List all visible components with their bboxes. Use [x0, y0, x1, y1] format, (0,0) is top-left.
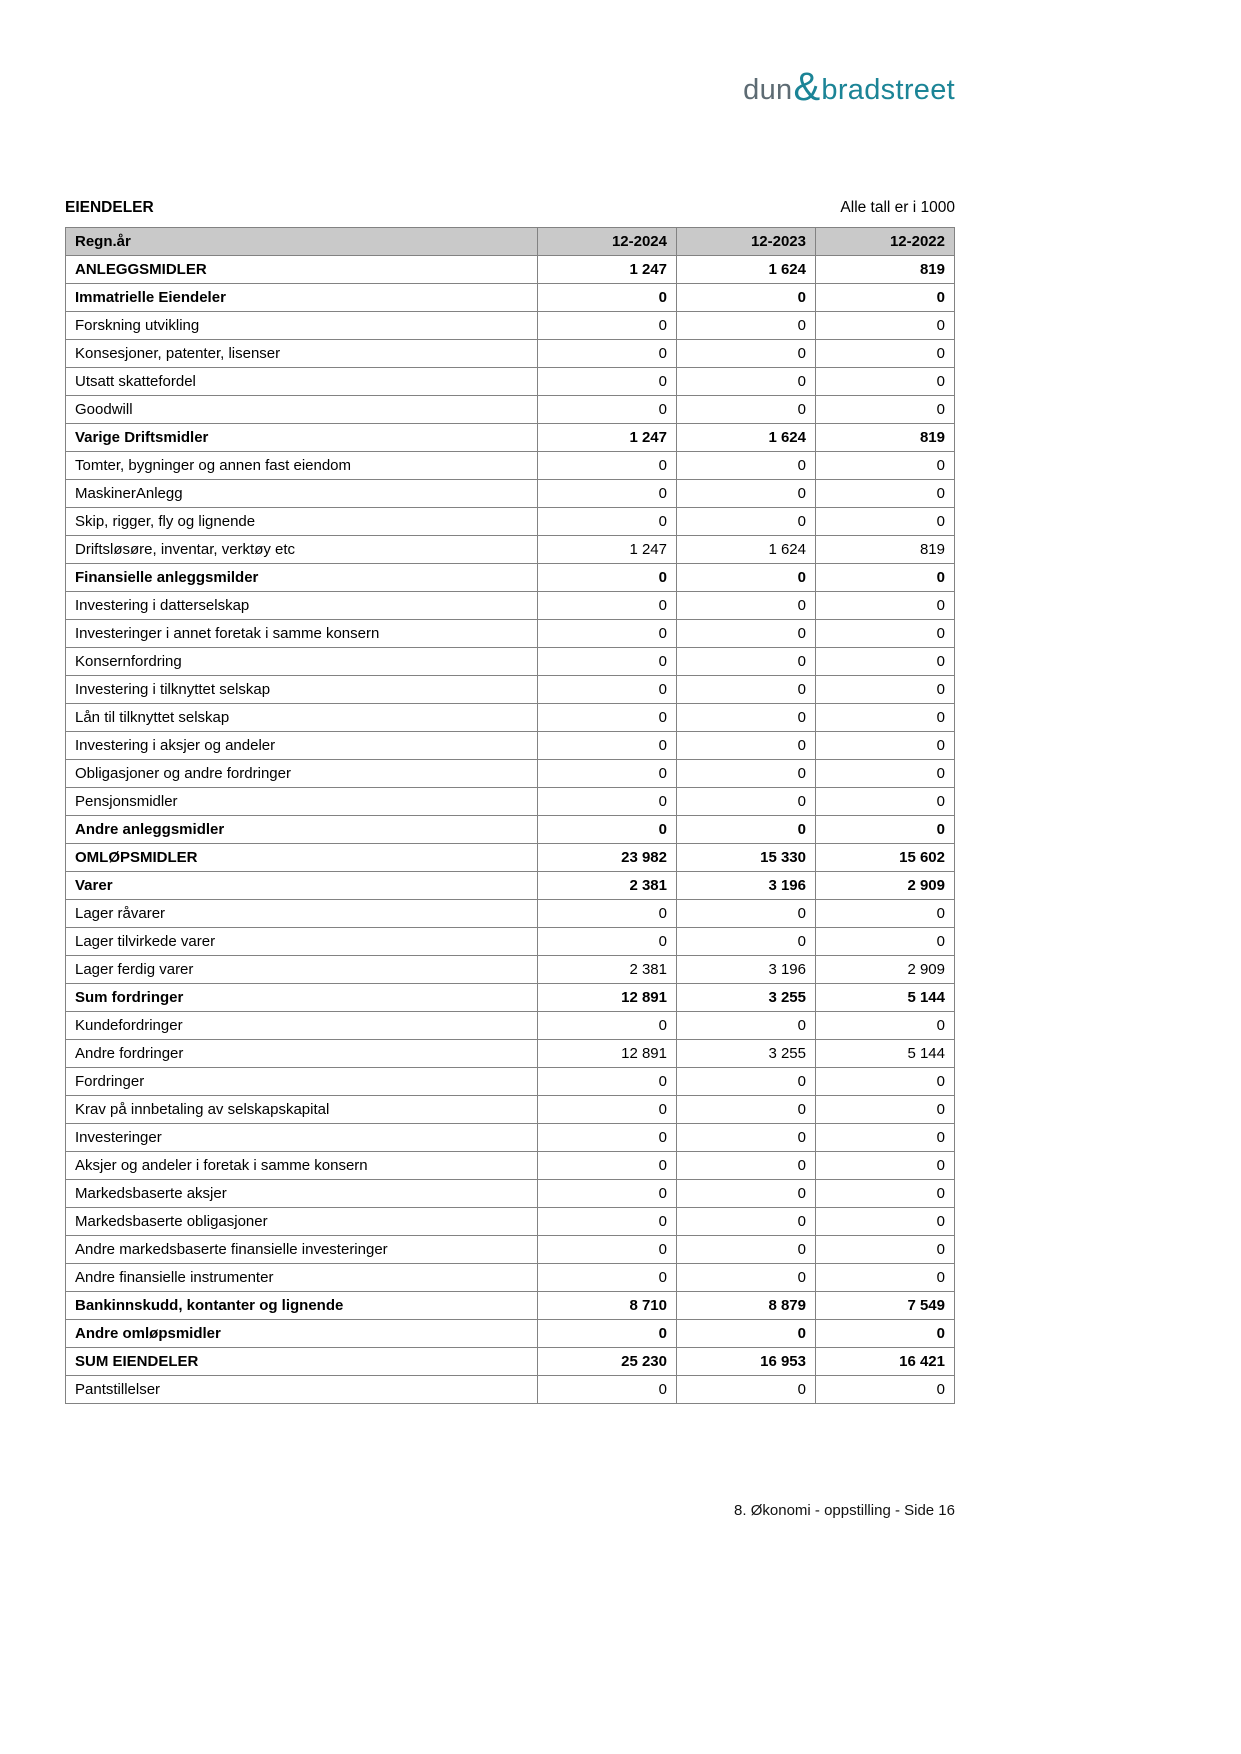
row-value: 0	[816, 508, 955, 536]
table-header-row	[66, 228, 955, 256]
row-value: 0	[816, 900, 955, 928]
row-value: 0	[816, 396, 955, 424]
row-value: 0	[538, 1320, 677, 1348]
row-value: 0	[816, 620, 955, 648]
row-label: Bankinnskudd, kontanter og lignende	[66, 1292, 538, 1320]
row-value: 0	[816, 704, 955, 732]
table-row	[66, 312, 955, 340]
row-label: Immatrielle Eiendeler	[66, 284, 538, 312]
table-row	[66, 452, 955, 480]
row-label: OMLØPSMIDLER	[66, 844, 538, 872]
row-value: 1 624	[677, 536, 816, 564]
ampersand-icon: &	[793, 65, 821, 109]
row-value: 0	[538, 760, 677, 788]
table-row	[66, 480, 955, 508]
row-label: Investeringer i annet foretak i samme konsern	[66, 620, 538, 648]
content-area	[65, 0, 955, 1754]
table-row	[66, 1012, 955, 1040]
column-header-year: 12-2022	[816, 228, 955, 256]
row-value: 819	[816, 424, 955, 452]
row-value: 0	[677, 676, 816, 704]
row-value: 0	[816, 452, 955, 480]
row-value: 0	[677, 1376, 816, 1404]
row-label: Andre fordringer	[66, 1040, 538, 1068]
row-label: Tomter, bygninger og annen fast eiendom	[66, 452, 538, 480]
row-value: 0	[538, 312, 677, 340]
row-value: 0	[816, 732, 955, 760]
row-label: Andre markedsbaserte finansielle investeringer	[66, 1236, 538, 1264]
row-value: 0	[816, 1096, 955, 1124]
table-row	[66, 844, 955, 872]
row-label: Skip, rigger, fly og lignende	[66, 508, 538, 536]
table-row	[66, 564, 955, 592]
row-value: 1 247	[538, 256, 677, 284]
row-label: Obligasjoner og andre fordringer	[66, 760, 538, 788]
row-value: 8 710	[538, 1292, 677, 1320]
row-value: 0	[538, 452, 677, 480]
table-row	[66, 1348, 955, 1376]
row-value: 0	[538, 1376, 677, 1404]
table-row	[66, 256, 955, 284]
table-row	[66, 508, 955, 536]
table-row	[66, 368, 955, 396]
row-label: Pantstillelser	[66, 1376, 538, 1404]
row-value: 3 196	[677, 872, 816, 900]
row-value: 0	[538, 592, 677, 620]
row-value: 0	[816, 648, 955, 676]
row-label: Andre anleggsmidler	[66, 816, 538, 844]
footer-text: 8. Økonomi - oppstilling - Side 16	[734, 1502, 955, 1519]
table-row	[66, 1208, 955, 1236]
row-label: Utsatt skattefordel	[66, 368, 538, 396]
row-value: 0	[816, 1012, 955, 1040]
row-label: Fordringer	[66, 1068, 538, 1096]
row-label: Varige Driftsmidler	[66, 424, 538, 452]
row-value: 0	[677, 648, 816, 676]
row-value: 0	[538, 508, 677, 536]
row-value: 0	[677, 1012, 816, 1040]
row-value: 0	[677, 732, 816, 760]
table-row	[66, 1068, 955, 1096]
row-value: 16 421	[816, 1348, 955, 1376]
row-value: 0	[677, 564, 816, 592]
table-row	[66, 1152, 955, 1180]
row-value: 0	[816, 1152, 955, 1180]
row-value: 0	[538, 648, 677, 676]
row-label: ANLEGGSMIDLER	[66, 256, 538, 284]
table-row	[66, 872, 955, 900]
row-value: 0	[538, 1264, 677, 1292]
row-label: Sum fordringer	[66, 984, 538, 1012]
row-value: 0	[538, 704, 677, 732]
row-label: SUM EIENDELER	[66, 1348, 538, 1376]
row-label: Finansielle anleggsmilder	[66, 564, 538, 592]
row-value: 25 230	[538, 1348, 677, 1376]
row-value: 0	[816, 816, 955, 844]
row-value: 0	[816, 1376, 955, 1404]
row-label: Investering i datterselskap	[66, 592, 538, 620]
row-label: MaskinerAnlegg	[66, 480, 538, 508]
table-row	[66, 1292, 955, 1320]
row-value: 0	[677, 508, 816, 536]
row-value: 0	[677, 312, 816, 340]
row-label: Lager råvarer	[66, 900, 538, 928]
row-value: 0	[677, 1236, 816, 1264]
row-label: Investeringer	[66, 1124, 538, 1152]
row-value: 0	[538, 1236, 677, 1264]
row-value: 0	[677, 592, 816, 620]
row-value: 0	[677, 1320, 816, 1348]
row-value: 1 247	[538, 536, 677, 564]
table-row	[66, 1180, 955, 1208]
row-value: 5 144	[816, 1040, 955, 1068]
row-value: 12 891	[538, 984, 677, 1012]
row-value: 0	[816, 1264, 955, 1292]
table-row	[66, 1236, 955, 1264]
table-row	[66, 984, 955, 1012]
row-label: Goodwill	[66, 396, 538, 424]
row-value: 0	[677, 452, 816, 480]
table-row	[66, 760, 955, 788]
table-row	[66, 788, 955, 816]
row-label: Driftsløsøre, inventar, verktøy etc	[66, 536, 538, 564]
row-value: 0	[816, 1236, 955, 1264]
row-value: 0	[816, 1068, 955, 1096]
row-value: 0	[538, 368, 677, 396]
row-value: 0	[538, 1124, 677, 1152]
row-label: Krav på innbetaling av selskapskapital	[66, 1096, 538, 1124]
table-row	[66, 732, 955, 760]
section-header	[65, 199, 955, 217]
row-value: 0	[677, 368, 816, 396]
balance-table-body	[66, 256, 955, 1404]
row-value: 0	[816, 368, 955, 396]
row-label: Pensjonsmidler	[66, 788, 538, 816]
row-value: 2 381	[538, 872, 677, 900]
table-row	[66, 1376, 955, 1404]
row-value: 819	[816, 536, 955, 564]
table-row	[66, 424, 955, 452]
balance-table-head	[66, 228, 955, 256]
table-row	[66, 1040, 955, 1068]
row-value: 0	[677, 1152, 816, 1180]
balance-table	[65, 227, 955, 1404]
row-value: 0	[816, 340, 955, 368]
row-value: 0	[538, 480, 677, 508]
logo-text-dun: dun	[743, 73, 793, 106]
row-value: 0	[677, 1068, 816, 1096]
row-label: Andre finansielle instrumenter	[66, 1264, 538, 1292]
table-row	[66, 704, 955, 732]
row-value: 2 381	[538, 956, 677, 984]
row-value: 0	[538, 284, 677, 312]
row-label: Konsesjoner, patenter, lisenser	[66, 340, 538, 368]
row-label: Kundefordringer	[66, 1012, 538, 1040]
row-value: 0	[677, 1124, 816, 1152]
section-title: EIENDELER	[65, 199, 154, 216]
row-value: 0	[816, 564, 955, 592]
row-value: 819	[816, 256, 955, 284]
table-row	[66, 928, 955, 956]
row-value: 0	[816, 1124, 955, 1152]
row-value: 0	[816, 928, 955, 956]
row-value: 3 196	[677, 956, 816, 984]
table-row	[66, 620, 955, 648]
row-label: Investering i aksjer og andeler	[66, 732, 538, 760]
row-value: 0	[677, 396, 816, 424]
row-value: 0	[816, 1208, 955, 1236]
row-value: 8 879	[677, 1292, 816, 1320]
table-row	[66, 284, 955, 312]
table-row	[66, 1264, 955, 1292]
row-value: 16 953	[677, 1348, 816, 1376]
row-value: 0	[677, 760, 816, 788]
row-value: 0	[538, 340, 677, 368]
row-label: Forskning utvikling	[66, 312, 538, 340]
table-row	[66, 676, 955, 704]
column-header-year: 12-2023	[677, 228, 816, 256]
row-value: 3 255	[677, 1040, 816, 1068]
row-value: 0	[538, 1208, 677, 1236]
row-value: 0	[677, 1208, 816, 1236]
row-value: 0	[538, 788, 677, 816]
row-value: 0	[677, 816, 816, 844]
row-label: Investering i tilknyttet selskap	[66, 676, 538, 704]
row-value: 0	[816, 788, 955, 816]
row-value: 0	[677, 1096, 816, 1124]
column-header-label: Regn.år	[66, 228, 538, 256]
row-value: 0	[816, 312, 955, 340]
row-value: 0	[677, 480, 816, 508]
row-value: 3 255	[677, 984, 816, 1012]
row-label: Lån til tilknyttet selskap	[66, 704, 538, 732]
row-value: 0	[816, 760, 955, 788]
row-value: 0	[816, 1320, 955, 1348]
row-value: 1 624	[677, 256, 816, 284]
table-row	[66, 396, 955, 424]
row-value: 0	[677, 620, 816, 648]
row-value: 0	[538, 816, 677, 844]
row-value: 0	[538, 1096, 677, 1124]
row-value: 0	[538, 1180, 677, 1208]
row-value: 0	[677, 704, 816, 732]
table-row	[66, 592, 955, 620]
table-row	[66, 1096, 955, 1124]
table-row	[66, 340, 955, 368]
row-value: 0	[538, 928, 677, 956]
row-label: Markedsbaserte obligasjoner	[66, 1208, 538, 1236]
row-value: 0	[538, 396, 677, 424]
row-value: 0	[538, 564, 677, 592]
row-label: Markedsbaserte aksjer	[66, 1180, 538, 1208]
row-value: 0	[677, 340, 816, 368]
row-value: 0	[677, 284, 816, 312]
row-value: 0	[677, 900, 816, 928]
row-label: Lager ferdig varer	[66, 956, 538, 984]
row-value: 1 247	[538, 424, 677, 452]
row-value: 15 602	[816, 844, 955, 872]
row-value: 0	[538, 620, 677, 648]
table-row	[66, 648, 955, 676]
row-value: 0	[816, 284, 955, 312]
table-row	[66, 1320, 955, 1348]
row-label: Andre omløpsmidler	[66, 1320, 538, 1348]
table-row	[66, 1124, 955, 1152]
dun-bradstreet-logo	[743, 65, 955, 110]
row-label: Lager tilvirkede varer	[66, 928, 538, 956]
row-value: 0	[538, 900, 677, 928]
row-value: 0	[677, 928, 816, 956]
table-row	[66, 956, 955, 984]
logo-text-bradstreet: bradstreet	[821, 73, 955, 106]
table-row	[66, 900, 955, 928]
row-value: 2 909	[816, 956, 955, 984]
row-value: 0	[816, 676, 955, 704]
row-value: 23 982	[538, 844, 677, 872]
table-row	[66, 816, 955, 844]
row-label: Varer	[66, 872, 538, 900]
row-value: 0	[677, 1180, 816, 1208]
row-value: 0	[816, 592, 955, 620]
row-label: Konsernfordring	[66, 648, 538, 676]
row-value: 12 891	[538, 1040, 677, 1068]
table-row	[66, 536, 955, 564]
row-value: 15 330	[677, 844, 816, 872]
row-value: 0	[538, 1068, 677, 1096]
units-note: Alle tall er i 1000	[840, 199, 955, 216]
row-value: 0	[538, 1152, 677, 1180]
row-value: 0	[538, 676, 677, 704]
row-value: 0	[538, 732, 677, 760]
row-value: 5 144	[816, 984, 955, 1012]
row-label: Aksjer og andeler i foretak i samme konsern	[66, 1152, 538, 1180]
column-header-year: 12-2024	[538, 228, 677, 256]
row-value: 1 624	[677, 424, 816, 452]
row-value: 0	[538, 1012, 677, 1040]
row-value: 0	[816, 1180, 955, 1208]
row-value: 2 909	[816, 872, 955, 900]
page-footer	[734, 1502, 955, 1519]
row-value: 7 549	[816, 1292, 955, 1320]
row-value: 0	[816, 480, 955, 508]
row-value: 0	[677, 788, 816, 816]
row-value: 0	[677, 1264, 816, 1292]
